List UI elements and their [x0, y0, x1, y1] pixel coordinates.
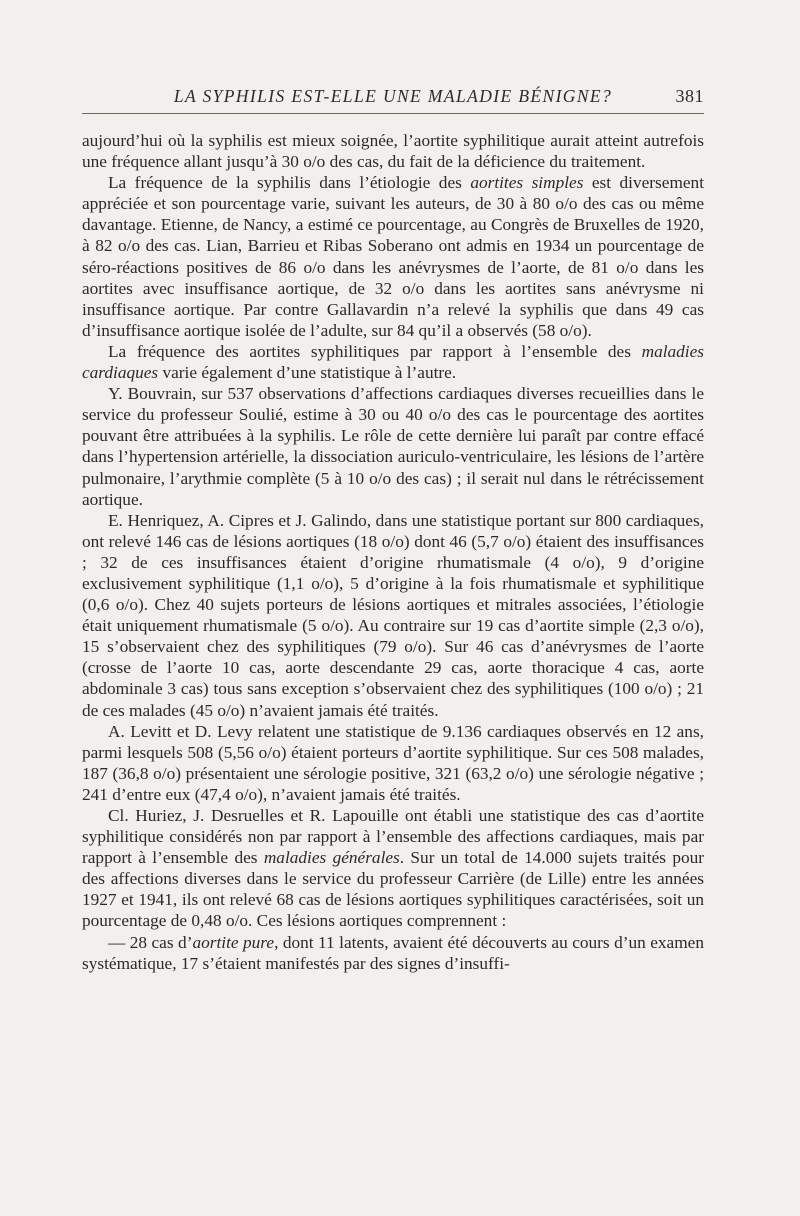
body-text — [82, 130, 704, 974]
paragraph — [82, 383, 704, 510]
text-run: est diversement appréciée et son pourcentage varie, suivant les auteurs, de 30 à 80 o/o des cas ou même davantage. Etienne, de Nancy, a estimé ce pourcentage, au Congrès de Bruxelles de 1920, à 82 o/o des cas. Lian, Barrieu et Ribas Soberano ont admis en 1934 un pourcentage de séro-réactions positives de 86 o/o dans les anévrysmes de l’aorte, de 81 o/o dans les aortites avec insuffisance aortique, de 32 o/o dans les aortites sans anévrysme ni insuffisance aortique. Par contre Gallavardin n’a relevé la syphilis que dans 49 cas d’insuffisance aortique isolée de l’adulte, sur 84 qu’il a observés (58 o/o). — [82, 173, 704, 340]
page-number: 381 — [675, 86, 704, 106]
paragraph — [82, 341, 704, 383]
paragraph — [82, 805, 704, 932]
text-run: , dont 11 latents, avaient été découverts au cours d’un examen systématique, 17 s’étaient manifestés par des signes d’insuffi- — [82, 932, 704, 973]
paragraph — [82, 721, 704, 805]
running-title: LA SYPHILIS EST-ELLE UNE MALADIE BÉNIGNE? — [173, 86, 613, 106]
text-run: Y. Bouvrain, sur 537 observations d’affections cardiaques diverses recueillies dans le service du professeur Soulié, estime à 30 ou 40 o/o des cas le pourcentage des aortites pouvant être attribuées à la syphilis. Le rôle de cette dernière lui paraît par contre effacé dans l’hypertension artérielle, la dissociation auriculo-ventriculaire, les lésions de l’artère pulmonaire, l’arythmie complète (5 à 10 o/o des cas) ; il serait nul dans le rétrécissement aortique. — [82, 384, 704, 509]
paragraph — [82, 172, 704, 341]
text-run: varie également d’une statistique à l’autre. — [158, 363, 457, 383]
header-rule — [82, 113, 704, 114]
paragraph — [82, 510, 704, 721]
text-run: A. Levitt et D. Levy relatent une statistique de 9.136 cardiaques observés en 12 ans, parmi lesquels 508 (5,56 o/o) étaient porteurs d’aortite syphilitique. Sur ces 508 malades, 187 (36,8 o/o) présentaient une sérologie positive, 321 (63,2 o/o) une sérologie négative ; 241 d’entre eux (47,4 o/o), n’avaient jamais été traités. — [82, 721, 704, 804]
text-run: . Sur un total de 14.000 sujets traités pour des affections diverses dans le service du professeur Carrière (de Lille) entre les années 1927 et 1941, ils ont relevé 68 cas de lésions aortiques syphilitiques caractérisées, soit un pourcentage de 0,48 o/o. Ces lésions aortiques comprennent : — [82, 848, 704, 931]
italic-phrase: aortite pure — [192, 932, 275, 952]
text-run: La fréquence des aortites syphilitiques par rapport à l’ensemble des — [108, 341, 642, 361]
text-run: aujourd’hui où la syphilis est mieux soignée, l’aortite syphilitique aurait atteint autrefois une fréquence allant jusqu’à 30 o/o des cas, du fait de la déficience du traitement. — [82, 131, 704, 172]
page-header — [82, 86, 704, 112]
paragraph — [82, 130, 704, 172]
text-run: La fréquence de la syphilis dans l’étiologie des — [108, 173, 471, 193]
text-run: — 28 cas d’ — [108, 932, 193, 952]
paragraph — [82, 932, 704, 974]
italic-phrase: maladies générales — [263, 848, 400, 868]
italic-phrase: aortites simples — [470, 173, 584, 193]
italic-phrase: maladies cardiaques — [82, 341, 704, 383]
text-run: E. Henriquez, A. Cipres et J. Galindo, dans une statistique portant sur 800 cardiaques, ont relevé 146 cas de lésions aortiques (18 o/o) dont 46 (5,7 o/o) étaient des insuffisances ; 32 de ces insuffisances étaient d’origine rhumatismale (4 o/o), 9 d’origine exclusivement syphilitique (1,1 o/o), 5 d’origine à la fois rhumatismale et syphilitique (0,6 o/o). Chez 40 sujets porteurs de lésions aortiques et mitrales associées, l’étiologie était uniquement rhumatismale (5 o/o). Au contraire sur 19 cas d’aortite simple (2,3 o/o), 15 s’observaient chez des syphilitiques (79 o/o). Sur 46 cas d’anévrysmes de l’aorte (crosse de l’aorte 10 cas, aorte descendante 29 cas, aorte thoracique 4 cas, aorte abdominale 3 cas) tous sans exception s’observaient chez des syphilitiques (100 o/o) ; 21 de ces malades (45 o/o) n’avaient jamais été traités. — [82, 510, 704, 720]
text-run: Cl. Huriez, J. Desruelles et R. Lapouille ont établi une statistique des cas d’aortite syphilitique considérés non par rapport à l’ensemble des affections cardiaques, mais par rapport à l’ensemble des — [82, 806, 704, 868]
